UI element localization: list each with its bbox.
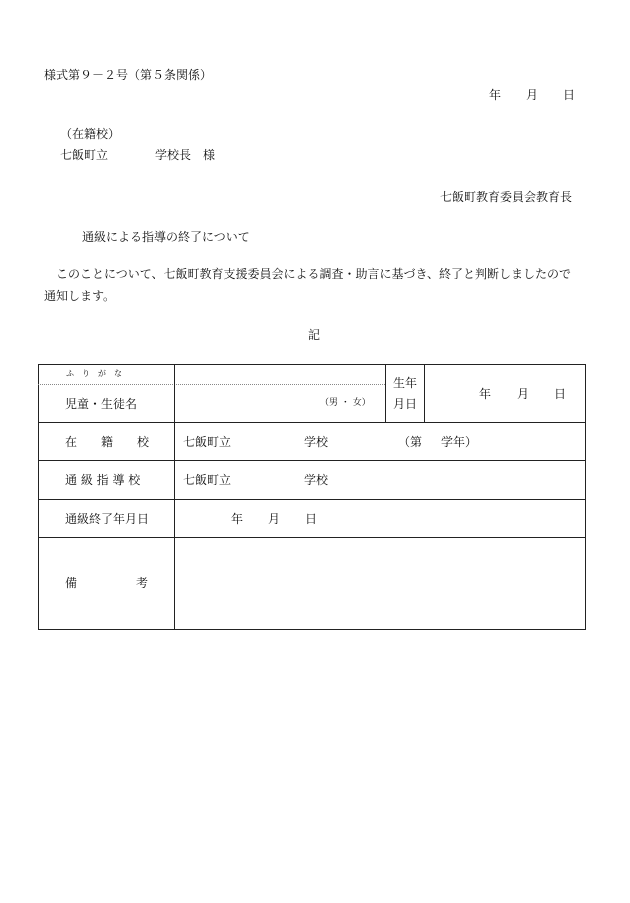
tsukyu-school-prefix: 七飯町立 [183, 473, 232, 487]
date-month-label: 月 [526, 88, 539, 102]
tsukyu-school-label: 通 級 指 導 校 [65, 473, 141, 487]
row-divider-3 [38, 499, 586, 500]
gender-field: （男 ・ 女） [320, 398, 371, 408]
addressee-prefix: 七飯町立 [60, 148, 109, 162]
label-column-divider [174, 364, 175, 630]
sender: 七飯町教育委員会教育長 [440, 190, 573, 204]
body-line-1: このことについて、七飯町教育支援委員会による調査・助言に基づき、終了と判断しましたので [56, 267, 572, 281]
body-line-2: 通知します。 [44, 289, 116, 303]
form-table [38, 364, 586, 630]
enrolled-school-prefix: 七飯町立 [183, 435, 232, 449]
tsukyu-school-suffix: 学校 [304, 473, 329, 487]
enrolled-school-label: 在 籍 校 [65, 435, 150, 449]
student-name-label: 児童・生徒名 [65, 397, 138, 411]
end-date-label: 通級終了年月日 [65, 512, 150, 526]
end-day-label: 日 [305, 512, 318, 526]
end-month-label: 月 [268, 512, 281, 526]
remarks-label-1: 備 [65, 576, 78, 590]
birth-day-label: 日 [554, 387, 567, 401]
birth-year-label: 年 [479, 387, 492, 401]
addressee-school-label: （在籍校） [60, 127, 121, 141]
birth-label-left-divider [385, 364, 386, 422]
form-number: 様式第９－２号（第５条関係） [44, 68, 213, 82]
remarks-label-2: 考 [136, 576, 149, 590]
birth-label-top: 生年 [393, 376, 418, 390]
date-day-label: 日 [563, 88, 576, 102]
birth-label-right-divider [424, 364, 425, 422]
end-year-label: 年 [231, 512, 244, 526]
grade-open: （第 [398, 435, 423, 449]
row-divider-1 [38, 422, 586, 423]
grade-close: 学年） [441, 435, 478, 449]
addressee-title: 学校長 様 [155, 148, 216, 162]
furigana-divider [38, 384, 385, 385]
date-year-label: 年 [489, 88, 502, 102]
row-divider-4 [38, 537, 586, 538]
subject: 通級による指導の終了について [82, 230, 250, 244]
row-divider-2 [38, 460, 586, 461]
birth-label-bottom: 月日 [393, 397, 418, 411]
furigana-label: ふ り が な [66, 369, 122, 378]
birth-month-label: 月 [517, 387, 530, 401]
ki-label: 記 [308, 328, 321, 342]
enrolled-school-suffix: 学校 [304, 435, 329, 449]
